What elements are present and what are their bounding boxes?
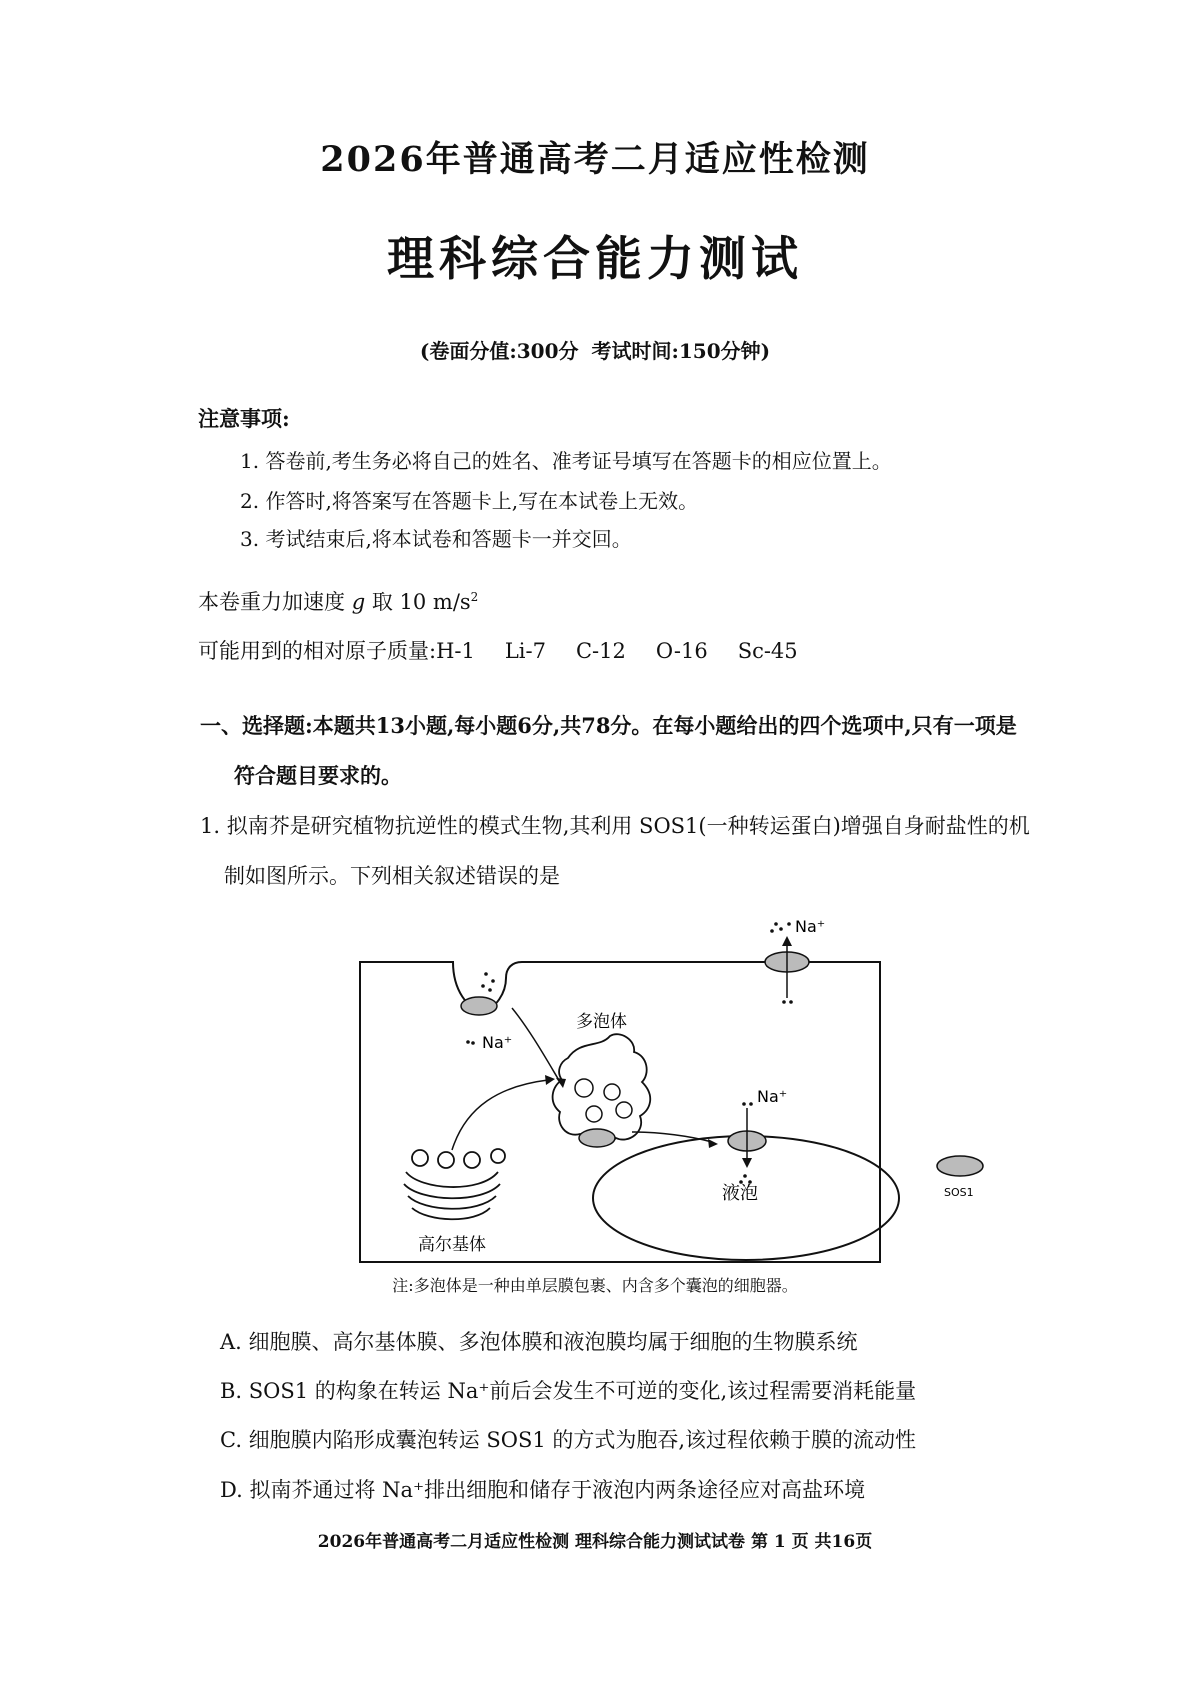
na-dots-left xyxy=(466,1040,475,1045)
atomic-mass-item: Sc-45 xyxy=(737,639,798,663)
vesicle xyxy=(604,1084,620,1100)
vesicle xyxy=(575,1079,593,1097)
sos1-in-vesicle xyxy=(461,997,497,1015)
label-vacuole: 液泡 xyxy=(722,1183,758,1204)
vesicle xyxy=(586,1106,602,1122)
notice-item: 1. 答卷前,考生务必将自己的姓名、准考证号填写在答题卡的相应位置上。 xyxy=(240,449,892,473)
notice-item: 3. 考试结束后,将本试卷和答题卡一并交回。 xyxy=(240,527,632,551)
gravity-variable: g xyxy=(351,590,366,614)
figure-caption: 注:多泡体是一种由单层膜包裹、内含多个囊泡的细胞器。 xyxy=(392,1276,798,1295)
sos1-legend-icon xyxy=(937,1156,983,1176)
sos1-on-mvb xyxy=(579,1129,615,1147)
page-footer: 2026年普通高考二月适应性检测 理科综合能力测试试卷 第 1 页 共16页 xyxy=(317,1532,873,1552)
gravity-exponent: 2 xyxy=(470,590,479,604)
option-b: B. SOS1 的构象在转运 Na⁺前后会发生不可逆的变化,该过程需要消耗能量 xyxy=(220,1379,917,1403)
notice-item: 2. 作答时,将答案写在答题卡上,写在本试卷上无效。 xyxy=(240,489,699,513)
golgi-apparatus xyxy=(404,1149,505,1219)
label-multivesicular-body: 多泡体 xyxy=(576,1012,627,1032)
option-d: D. 拟南芥通过将 Na⁺排出细胞和储存于液泡内两条途径应对高盐环境 xyxy=(220,1478,866,1502)
exam-title: 2026年普通高考二月适应性检测 xyxy=(320,139,870,180)
section-header-line2: 符合题目要求的。 xyxy=(234,763,402,788)
multivesicular-body xyxy=(553,1034,651,1144)
label-sos1-legend: SOS1 xyxy=(944,1186,974,1199)
na-label-vacuole: Na⁺ xyxy=(757,1087,788,1106)
notice-title: 注意事项: xyxy=(198,406,290,431)
atomic-mass-item: Li-7 xyxy=(504,639,546,663)
na-label-top: Na⁺ xyxy=(795,917,826,936)
section-header-line1: 一、选择题:本题共13小题,每小题6分,共78分。在每小题给出的四个选项中,只有一项是 xyxy=(200,713,1017,738)
na-dots-invagination xyxy=(481,972,495,992)
question-stem-line2: 制如图所示。下列相关叙述错误的是 xyxy=(224,864,560,888)
gravity-text: 本卷重力加速度 xyxy=(198,590,345,614)
atomic-mass-item: C-12 xyxy=(575,639,626,663)
na-label-left: Na⁺ xyxy=(482,1033,513,1052)
option-a: A. 细胞膜、高尔基体膜、多泡体膜和液泡膜均属于细胞的生物膜系统 xyxy=(220,1330,858,1354)
option-c: C. 细胞膜内陷形成囊泡转运 SOS1 的方式为胞吞,该过程依赖于膜的流动性 xyxy=(220,1428,917,1452)
question-stem-line1: 1. 拟南芥是研究植物抗逆性的模式生物,其利用 SOS1(一种转运蛋白)增强自身耐盐性的机 xyxy=(200,814,1030,838)
cell-membrane xyxy=(360,962,880,1262)
atomic-mass-item: H-1 xyxy=(436,639,475,663)
exam-meta: (卷面分值:300分 考试时间:150分钟) xyxy=(419,339,771,363)
atomic-mass-item: O-16 xyxy=(655,639,708,663)
atomic-mass-label: 可能用到的相对原子质量: xyxy=(198,639,437,663)
label-golgi: 高尔基体 xyxy=(418,1235,486,1255)
exam-subject: 理科综合能力测试 xyxy=(387,232,803,287)
vesicle xyxy=(616,1102,632,1118)
gravity-value: 取 10 m/s xyxy=(371,590,471,614)
